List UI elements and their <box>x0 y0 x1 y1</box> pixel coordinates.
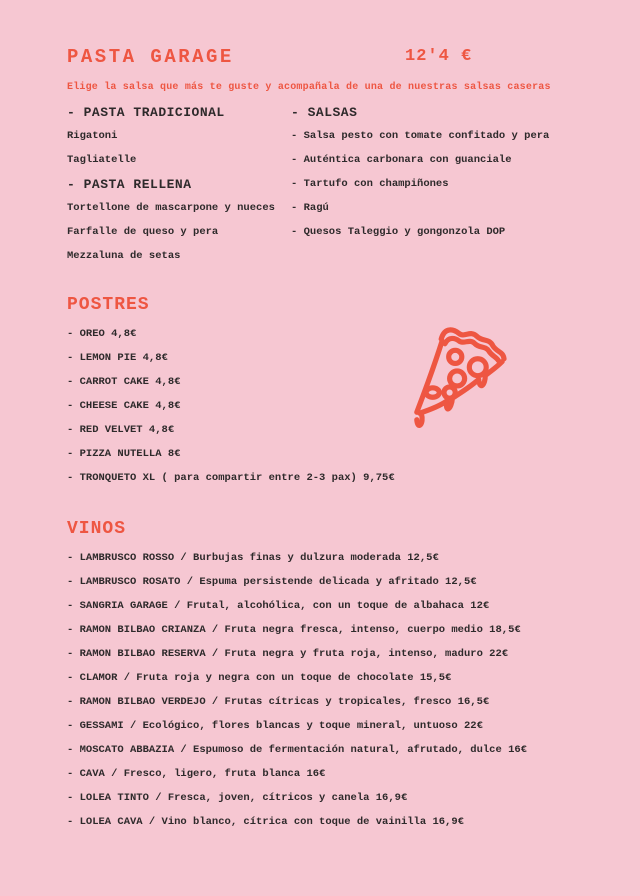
postre-item: - OREO 4,8€ <box>67 328 137 340</box>
pasta-item: Farfalle de queso y pera <box>67 226 219 238</box>
postre-item: - PIZZA NUTELLA 8€ <box>67 448 181 460</box>
pasta-tradicional-header: - PASTA TRADICIONAL <box>67 104 225 120</box>
vino-item: - RAMON BILBAO VERDEJO / Frutas cítricas y tropicales, fresco 16,5€ <box>67 696 490 708</box>
vino-item: - RAMON BILBAO CRIANZA / Fruta negra fresca, intenso, cuerpo medio 18,5€ <box>67 624 521 636</box>
pizza-slice-icon <box>398 310 520 446</box>
salsa-item: - Salsa pesto con tomate confitado y pera <box>291 130 550 142</box>
postres-section-title: POSTRES <box>67 295 150 315</box>
postre-item: - LEMON PIE 4,8€ <box>67 352 168 364</box>
vino-item: - RAMON BILBAO RESERVA / Fruta negra y fruta roja, intenso, maduro 22€ <box>67 648 509 660</box>
vino-item: - LOLEA CAVA / Vino blanco, cítrica con toque de vainilla 16,9€ <box>67 816 464 828</box>
vino-item: - CAVA / Fresco, ligero, fruta blanca 16€ <box>67 768 326 780</box>
pasta-column-left <box>67 100 291 268</box>
vino-item: - SANGRIA GARAGE / Frutal, alcohólica, con un toque de albahaca 12€ <box>67 600 490 612</box>
salsas-header: - SALSAS <box>291 104 358 120</box>
pasta-rellena-header: - PASTA RELLENA <box>67 176 192 192</box>
menu-price: 12'4 € <box>405 47 473 66</box>
salsa-item: - Quesos Taleggio y gongonzola DOP <box>291 226 506 238</box>
pasta-item: Rigatoni <box>67 130 118 142</box>
postre-item: - CHEESE CAKE 4,8€ <box>67 400 181 412</box>
postre-item: - TRONQUETO XL ( para compartir entre 2-3 pax) 9,75€ <box>67 472 395 484</box>
pasta-item: Tortellone de mascarpone y nueces <box>67 202 275 214</box>
postre-item: - CARROT CAKE 4,8€ <box>67 376 181 388</box>
postre-item: - RED VELVET 4,8€ <box>67 424 175 436</box>
salsa-item: - Auténtica carbonara con guanciale <box>291 154 512 166</box>
pasta-columns <box>67 100 577 268</box>
vino-item: - LAMBRUSCO ROSATO / Espuma persistende delicada y afritado 12,5€ <box>67 576 477 588</box>
vino-item: - LAMBRUSCO ROSSO / Burbujas finas y dulzura moderada 12,5€ <box>67 552 439 564</box>
vino-item: - MOSCATO ABBAZIA / Espumoso de fermentación natural, afrutado, dulce 16€ <box>67 744 527 756</box>
menu-header <box>67 46 577 68</box>
salsa-item: - Tartufo con champiñones <box>291 178 449 190</box>
salsa-item: - Ragú <box>291 202 329 214</box>
salsas-column <box>291 100 577 268</box>
page-title: PASTA GARAGE <box>67 46 234 68</box>
vinos-section-title: VINOS <box>67 519 127 539</box>
pasta-item: Mezzaluna de setas <box>67 250 181 262</box>
pasta-item: Tagliatelle <box>67 154 137 166</box>
vino-item: - LOLEA TINTO / Fresca, joven, cítricos y canela 16,9€ <box>67 792 408 804</box>
vino-item: - GESSAMI / Ecológico, flores blancas y toque mineral, untuoso 22€ <box>67 720 483 732</box>
vino-item: - CLAMOR / Fruta roja y negra con un toque de chocolate 15,5€ <box>67 672 452 684</box>
vinos-list <box>67 546 577 834</box>
menu-subtitle: Elige la salsa que más te guste y acompañala de una de nuestras salsas caseras <box>67 82 551 93</box>
